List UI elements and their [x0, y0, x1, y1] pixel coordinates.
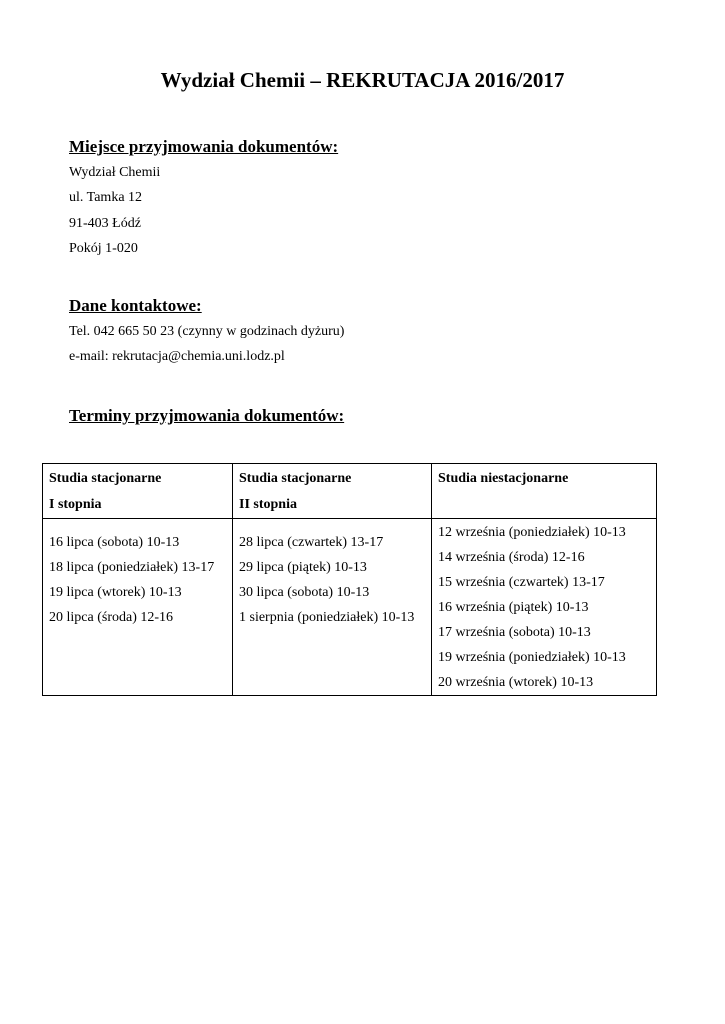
column-header-line: II stopnia: [239, 497, 297, 512]
terms-table: [42, 463, 657, 696]
column-header-line: I stopnia: [49, 497, 102, 512]
date-cell: [43, 519, 233, 696]
date-entry: 17 września (sobota) 10-13: [438, 625, 591, 640]
table-row: [43, 519, 657, 696]
column-header-line: Studia niestacjonarne: [438, 471, 569, 486]
date-entry: 14 września (środa) 12-16: [438, 550, 585, 565]
date-cell: [233, 519, 432, 696]
date-entry: 19 września (poniedziałek) 10-13: [438, 650, 626, 665]
date-cell: [432, 519, 657, 696]
column-header: [233, 464, 432, 519]
column-header-line: Studia stacjonarne: [49, 471, 162, 486]
date-entry: 29 lipca (piątek) 10-13: [239, 560, 367, 575]
table-header-row: [43, 464, 657, 519]
date-entry: 12 września (poniedziałek) 10-13: [438, 525, 626, 540]
place-line: 91-403 Łódź: [69, 216, 141, 231]
column-header: [43, 464, 233, 519]
date-entry: 20 września (wtorek) 10-13: [438, 675, 594, 690]
place-line: Pokój 1-020: [69, 241, 138, 256]
date-entry: 28 lipca (czwartek) 13-17: [239, 535, 384, 550]
date-entry: 1 sierpnia (poniedziałek) 10-13: [239, 610, 415, 625]
terms-heading: Terminy przyjmowania dokumentów:: [69, 406, 345, 425]
contact-email: e-mail: rekrutacja@chemia.uni.lodz.pl: [69, 349, 285, 364]
contact-phone: Tel. 042 665 50 23 (czynny w godzinach dyżuru): [69, 324, 345, 339]
date-entry: 20 lipca (środa) 12-16: [49, 610, 174, 625]
page-title: Wydział Chemii – REKRUTACJA 2016/2017: [160, 68, 565, 92]
date-entry: 18 lipca (poniedziałek) 13-17: [49, 560, 215, 575]
contact-heading: Dane kontaktowe:: [69, 296, 202, 315]
place-line: ul. Tamka 12: [69, 190, 143, 205]
date-entry: 19 lipca (wtorek) 10-13: [49, 585, 182, 600]
date-entry: 16 lipca (sobota) 10-13: [49, 535, 180, 550]
date-entry: 16 września (piątek) 10-13: [438, 600, 589, 615]
place-line: Wydział Chemii: [69, 165, 161, 180]
column-header-line: Studia stacjonarne: [239, 471, 352, 486]
place-heading: Miejsce przyjmowania dokumentów:: [69, 137, 339, 156]
date-entry: 30 lipca (sobota) 10-13: [239, 585, 370, 600]
date-entry: 15 września (czwartek) 13-17: [438, 575, 605, 590]
column-header: [432, 464, 657, 519]
